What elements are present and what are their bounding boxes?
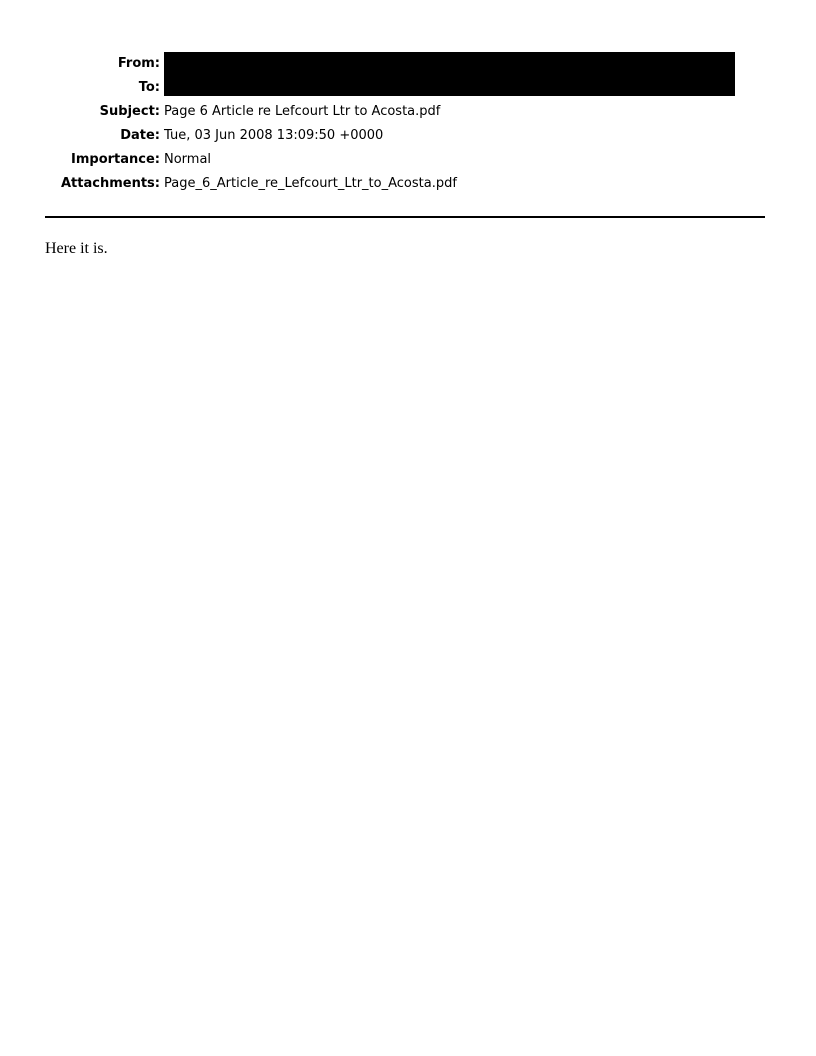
header-row-date <box>0 124 816 148</box>
header-row-attachments <box>0 172 816 196</box>
to-label: To: <box>138 80 160 95</box>
importance-value: Normal <box>164 152 212 167</box>
header-row-subject <box>0 100 816 124</box>
subject-label: Subject: <box>99 104 160 119</box>
email-body: Here it is. <box>45 240 108 257</box>
subject-value: Page 6 Article re Lefcourt Ltr to Acosta.pdf <box>164 104 441 119</box>
header-divider <box>45 216 765 218</box>
header-row-importance <box>0 148 816 172</box>
from-label: From: <box>117 56 160 71</box>
attachments-value: Page_6_Article_re_Lefcourt_Ltr_to_Acosta.pdf <box>164 176 457 191</box>
date-value: Tue, 03 Jun 2008 13:09:50 +0000 <box>164 128 384 143</box>
date-label: Date: <box>120 128 160 143</box>
importance-label: Importance: <box>71 152 160 167</box>
attachments-label: Attachments: <box>61 176 160 191</box>
redaction-box <box>164 52 735 96</box>
